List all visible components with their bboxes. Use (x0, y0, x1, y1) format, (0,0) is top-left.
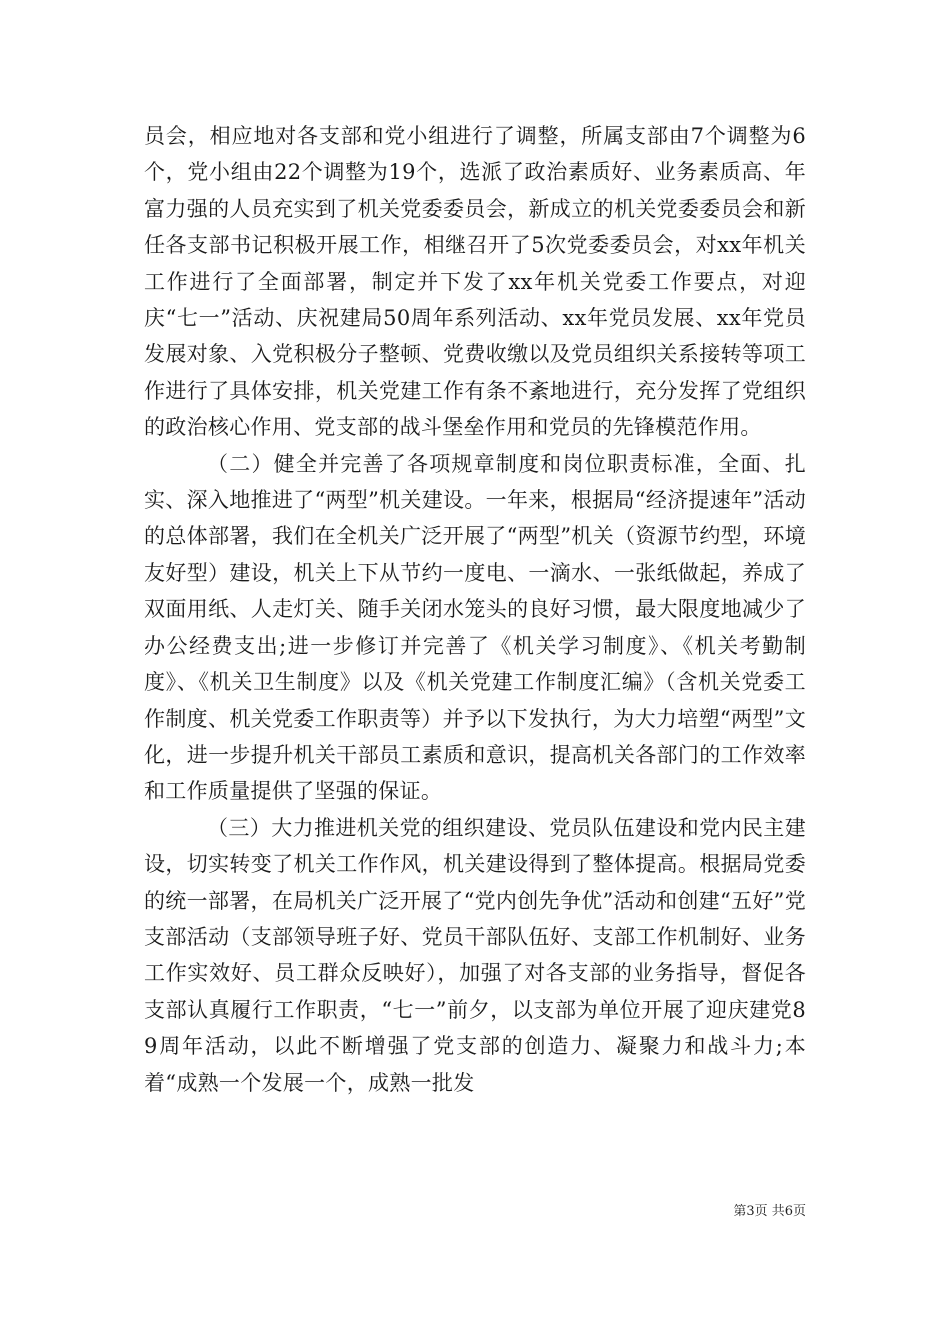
paragraph-continuation: 员会，相应地对各支部和党小组进行了调整，所属支部由7个调整为6个，党小组由22个调整为19个，选派了政治素质好、业务素质高、年富力强的人员充实到了机关党委委员会，新成立的机关党委委员会和新任各支部书记积极开展工作，相继召开了5次党委委员会，对xx年机关工作进行了全面部署，制定并下发了xx年机关党委工作要点，对迎庆“七一”活动、庆祝建局50周年系列活动、xx年党员发展、xx年党员发展对象、入党积极分子整顿、党费收缴以及党员组织关系接转等项工作进行了具体安排，机关党建工作有条不紊地进行，充分发挥了党组织的政治核心作用、党支部的战斗堡垒作用和党员的先锋模范作用。 (144, 124, 806, 440)
paragraph-section-three: （三）大力推进机关党的组织建设、党员队伍建设和党内民主建设，切实转变了机关工作作风，机关建设得到了整体提高。根据局党委的统一部署，在局机关广泛开展了“党内创先争优”活动和创建“五好”党支部活动（支部领导班子好、党员干部队伍好、支部工作机制好、业务工作实效好、员工群众反映好），加强了对各支部的业务指导，督促各支部认真履行工作职责，“七一”前夕，以支部为单位开展了迎庆建党89周年活动，以此不断增强了党支部的创造力、凝聚力和战斗力;本着“成熟一个发展一个，成熟一批发 (144, 815, 806, 1095)
document-body (144, 118, 806, 1101)
paragraph-section-two: （二）健全并完善了各项规章制度和岗位职责标准，全面、扎实、深入地推进了“两型”机关建设。一年来，根据局“经济提速年”活动的总体部署，我们在全机关广泛开展了“两型”机关（资源节约型，环境友好型）建设，机关上下从节约一度电、一滴水、一张纸做起，养成了双面用纸、人走灯关、随手关闭水笼头的良好习惯，最大限度地减少了办公经费支出;进一步修订并完善了《机关学习制度》、《机关考勤制度》、《机关卫生制度》以及《机关党建工作制度汇编》（含机关党委工作制度、机关党委工作职责等）并予以下发执行，为大力培塑“两型”文化，进一步提升机关干部员工素质和意识，提高机关各部门的工作效率和工作质量提供了坚强的保证。 (144, 451, 806, 804)
page-number-footer: 第3页 共6页 (733, 1204, 806, 1219)
